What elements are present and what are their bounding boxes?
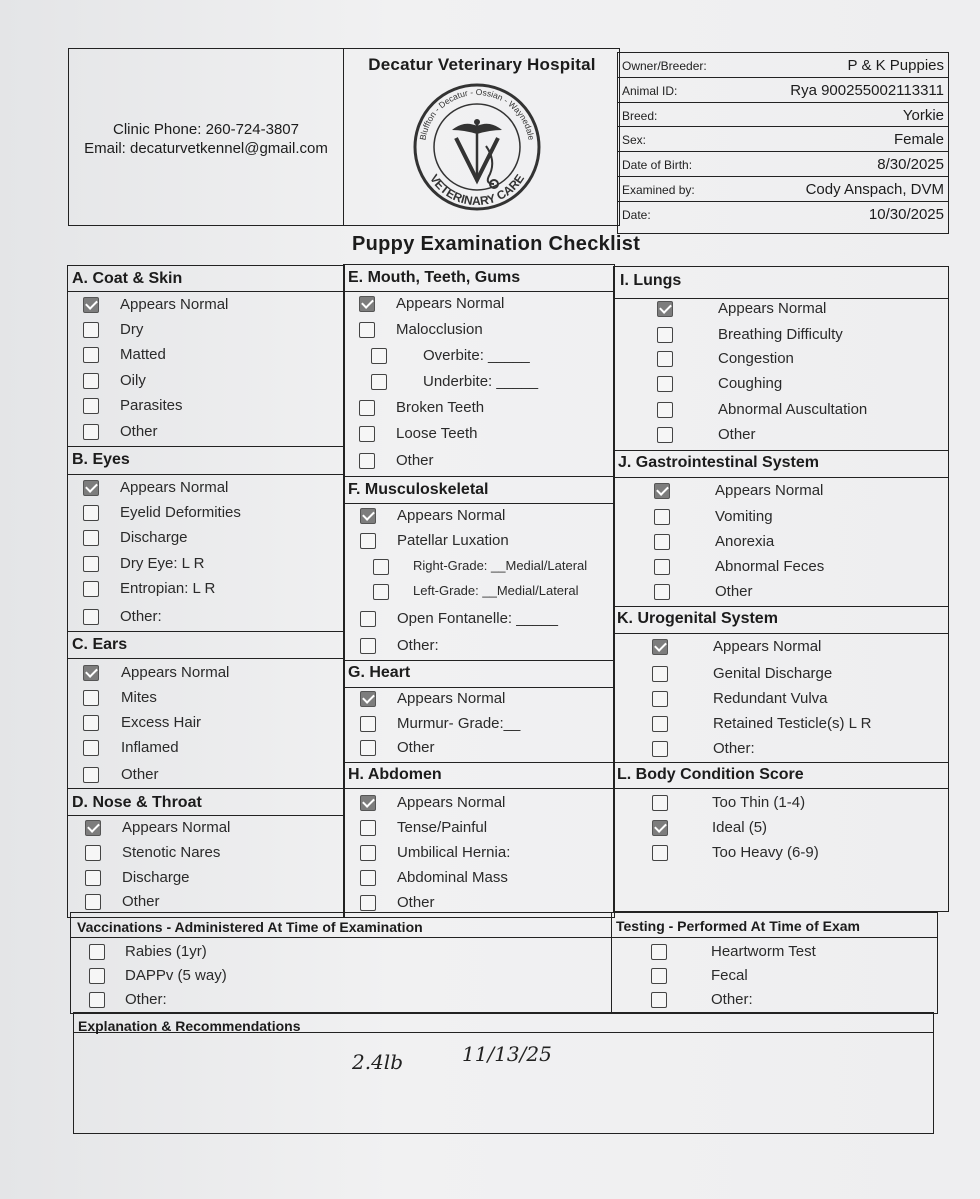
checklist-item-label: Overbite: _____ [423, 347, 530, 364]
checklist-item-label: Other [121, 766, 159, 783]
checkbox-l-0[interactable] [652, 795, 668, 811]
checkbox-f-1[interactable] [360, 533, 376, 549]
testing-checkbox-2[interactable] [651, 992, 667, 1008]
checkbox-j-4[interactable] [654, 584, 670, 600]
testing-item-label: Heartworm Test [711, 943, 816, 960]
checklist-item-label: Parasites [120, 397, 183, 414]
checklist-item-label: Eyelid Deformities [120, 504, 241, 521]
vaccinations-checkbox-0[interactable] [89, 944, 105, 960]
checklist-item-label: Other [396, 452, 434, 469]
checklist-item-label: Appears Normal [120, 296, 229, 313]
checklist-item-label: Breathing Difficulty [718, 326, 843, 343]
checklist-item-label: Open Fontanelle: _____ [397, 610, 558, 627]
vaccinations-title: Vaccinations - Administered At Time of Examination [77, 919, 423, 935]
vaccinations-checkbox-2[interactable] [89, 992, 105, 1008]
checklist-item-label: Vomiting [715, 508, 773, 525]
checklist-item-label: Abnormal Feces [715, 558, 825, 575]
clinic-email: Email: decaturvetkennel@gmail.com [84, 140, 328, 157]
checklist-item-label: Appears Normal [718, 300, 827, 317]
checkbox-b-5[interactable] [83, 609, 99, 625]
vaccinations-checkbox-1[interactable] [89, 968, 105, 984]
checklist-item-label: Appears Normal [120, 479, 229, 496]
checklist-item-label: Abdominal Mass [397, 869, 508, 886]
checkbox-h-2[interactable] [360, 845, 376, 861]
checklist-item-label: Other [397, 894, 435, 911]
checkbox-c-0[interactable] [83, 665, 99, 681]
checkbox-b-0[interactable] [83, 480, 99, 496]
checkbox-l-1[interactable] [652, 820, 668, 836]
info-value: Rya 900255002113311 [790, 81, 944, 99]
checkbox-e-6[interactable] [359, 453, 375, 469]
checkbox-c-2[interactable] [83, 715, 99, 731]
checkbox-b-3[interactable] [83, 556, 99, 572]
checkbox-k-3[interactable] [652, 716, 668, 732]
checklist-item-label: Appears Normal [397, 690, 506, 707]
info-value: Cody Anspach, DVM [805, 181, 944, 198]
checkbox-j-0[interactable] [654, 483, 670, 499]
checklist-item-label: Umbilical Hernia: [397, 844, 511, 861]
handwritten-date: 11/13/25 [462, 1042, 552, 1066]
info-label: Date of Birth: [622, 158, 693, 173]
checklist-item-label: Appears Normal [715, 482, 824, 499]
section-title-i: I. Lungs [620, 272, 682, 289]
checklist-item-label: Abnormal Auscultation [718, 401, 868, 418]
section-title-h: H. Abdomen [348, 766, 442, 783]
checklist-item-label: Dry Eye: L R [120, 555, 205, 572]
checkbox-e-1[interactable] [359, 322, 375, 338]
checklist-item-label: Appears Normal [121, 664, 230, 681]
checkbox-j-2[interactable] [654, 534, 670, 550]
checkbox-l-2[interactable] [652, 845, 668, 861]
checklist-item-label: Appears Normal [122, 819, 231, 836]
checkbox-a-4[interactable] [83, 398, 99, 414]
checklist-item-label: Tense/Painful [397, 819, 488, 836]
checklist-item-label: Discharge [122, 869, 190, 886]
checklist-item-label: Anorexia [715, 533, 775, 550]
checkbox-h-3[interactable] [360, 870, 376, 886]
checkbox-f-4[interactable] [360, 611, 376, 627]
info-label: Breed: [622, 108, 658, 123]
info-value: Female [893, 131, 944, 149]
checkbox-e-4[interactable] [359, 400, 375, 416]
checkbox-j-1[interactable] [654, 509, 670, 525]
checklist-item-label: Other [718, 426, 756, 443]
checkbox-a-2[interactable] [83, 347, 99, 363]
checkbox-i-5[interactable] [657, 427, 673, 443]
info-value: 8/30/2025 [877, 156, 944, 174]
section-title-j: J. Gastrointestinal System [618, 454, 819, 471]
checklist-item-label: Ideal (5) [712, 819, 768, 836]
testing-title: Testing - Performed At Time of Exam [616, 918, 861, 934]
checkbox-e-5[interactable] [359, 426, 375, 442]
checkbox-b-1[interactable] [83, 505, 99, 521]
info-value: P & K Puppies [847, 57, 944, 74]
checkbox-a-5[interactable] [83, 424, 99, 440]
checkbox-a-1[interactable] [83, 322, 99, 338]
checkbox-h-4[interactable] [360, 895, 376, 911]
checklist-item-label: Loose Teeth [396, 425, 478, 442]
checkbox-i-0[interactable] [657, 301, 673, 317]
checklist-item-label: Too Heavy (6-9) [712, 844, 819, 861]
page-title: Puppy Examination Checklist [352, 233, 641, 255]
vaccinations-item-label: DAPPv (5 way) [125, 967, 227, 984]
info-label: Sex: [622, 133, 647, 148]
checklist-item-label: Broken Teeth [396, 399, 485, 416]
checklist-item-label: Coughing [718, 375, 783, 392]
checkbox-f-5[interactable] [360, 638, 376, 654]
section-title-l: L. Body Condition Score [617, 766, 804, 783]
checklist-item-label: Excess Hair [121, 714, 202, 731]
checkbox-k-4[interactable] [652, 741, 668, 757]
section-title-f: F. Musculoskeletal [348, 481, 489, 498]
checkbox-c-1[interactable] [83, 690, 99, 706]
clinic-phone: Clinic Phone: 260-724-3807 [113, 121, 299, 138]
checkbox-c-4[interactable] [83, 767, 99, 783]
checklist-item-label: Entropian: L R [120, 580, 216, 597]
section-title-a: A. Coat & Skin [72, 270, 183, 287]
checkbox-b-4[interactable] [83, 581, 99, 597]
testing-checkbox-0[interactable] [651, 944, 667, 960]
hospital-name: Decatur Veterinary Hospital [368, 55, 596, 74]
checkbox-e-0[interactable] [359, 296, 375, 312]
checklist-item-label: Right-Grade: __Medial/Lateral [413, 558, 588, 573]
checklist-item-label: Other [397, 739, 435, 756]
checkbox-f-0[interactable] [360, 508, 376, 524]
checklist-item-label: Left-Grade: __Medial/Lateral [413, 583, 579, 598]
checklist-item-label: Appears Normal [397, 794, 506, 811]
logo-bottom-text: VETERINARY CARE [426, 171, 528, 209]
section-title-c: C. Ears [72, 636, 128, 653]
section-title-g: G. Heart [348, 664, 411, 681]
checkbox-a-0[interactable] [83, 297, 99, 313]
checkbox-i-3[interactable] [657, 376, 673, 392]
vaccinations-item-label: Other: [125, 991, 167, 1008]
section-title-k: K. Urogenital System [617, 610, 778, 627]
checkbox-e-3[interactable] [371, 374, 387, 390]
checkbox-j-3[interactable] [654, 559, 670, 575]
checklist-item-label: Stenotic Nares [122, 844, 221, 861]
testing-item-label: Fecal [711, 967, 748, 984]
checkbox-d-1[interactable] [85, 845, 101, 861]
checklist-item-label: Matted [120, 346, 166, 363]
checkbox-d-0[interactable] [85, 820, 101, 836]
section-title-b: B. Eyes [72, 451, 130, 468]
checklist-item-label: Other [122, 893, 160, 910]
info-label: Examined by: [622, 183, 695, 197]
explanation-title: Explanation & Recommendations [78, 1018, 301, 1034]
info-value: 10/30/2025 [868, 205, 944, 223]
section-title-d: D. Nose & Throat [72, 794, 202, 811]
checklist-item-label: Redundant Vulva [713, 690, 828, 707]
checkbox-d-2[interactable] [85, 870, 101, 886]
checklist-item-label: Inflamed [121, 739, 179, 756]
veterinary-care-logo [404, 80, 550, 214]
vaccinations-item-label: Rabies (1yr) [125, 943, 207, 960]
logo-ring-text: Bluffton - Decatur - Ossian - Waynedale [417, 86, 537, 141]
checklist-item-label: Dry [120, 321, 144, 338]
checkbox-h-1[interactable] [360, 820, 376, 836]
checkbox-g-1[interactable] [360, 716, 376, 732]
checkbox-k-2[interactable] [652, 691, 668, 707]
checklist-item-label: Discharge [120, 529, 188, 546]
checklist-item-label: Too Thin (1-4) [712, 794, 806, 811]
checkbox-b-2[interactable] [83, 530, 99, 546]
checklist-item-label: Other: [397, 637, 439, 654]
checkbox-i-2[interactable] [657, 351, 673, 367]
checkbox-k-1[interactable] [652, 666, 668, 682]
handwritten-weight: 2.4lb [352, 1050, 404, 1074]
checkbox-e-2[interactable] [371, 348, 387, 364]
checkbox-d-3[interactable] [85, 894, 101, 910]
info-label: Date: [622, 207, 651, 222]
checklist-item-label: Oily [120, 372, 146, 389]
checklist-item-label: Murmur- Grade:__ [397, 715, 521, 732]
testing-item-label: Other: [711, 991, 753, 1008]
info-label: Animal ID: [622, 83, 678, 98]
section-title-e: E. Mouth, Teeth, Gums [348, 269, 521, 286]
checklist-item-label: Patellar Luxation [397, 532, 509, 549]
checklist-item-label: Appears Normal [397, 507, 506, 524]
checkbox-i-1[interactable] [657, 327, 673, 343]
checklist-item-label: Other [120, 423, 158, 440]
checklist-item-label: Underbite: _____ [423, 373, 539, 390]
checklist-item-label: Retained Testicle(s) L R [713, 715, 872, 732]
checklist-item-label: Other [715, 583, 753, 600]
checkbox-c-3[interactable] [83, 740, 99, 756]
checkbox-g-2[interactable] [360, 740, 376, 756]
clinic-contact [70, 120, 342, 158]
testing-checkbox-1[interactable] [651, 968, 667, 984]
checklist-item-label: Appears Normal [396, 295, 505, 312]
checkbox-f-3[interactable] [373, 584, 389, 600]
checklist-item-label: Congestion [718, 350, 794, 367]
checklist-item-label: Other: [713, 740, 755, 757]
info-label: Owner/Breeder: [622, 59, 707, 73]
checkbox-f-2[interactable] [373, 559, 389, 575]
checklist-item-label: Other: [120, 608, 162, 625]
checklist-item-label: Mites [121, 689, 157, 706]
info-value: Yorkie [902, 106, 944, 124]
checkbox-g-0[interactable] [360, 691, 376, 707]
checklist-item-label: Genital Discharge [713, 665, 833, 682]
checklist-item-label: Appears Normal [713, 638, 822, 655]
checkbox-a-3[interactable] [83, 373, 99, 389]
checkbox-h-0[interactable] [360, 795, 376, 811]
checkbox-i-4[interactable] [657, 402, 673, 418]
checkbox-k-0[interactable] [652, 639, 668, 655]
checklist-item-label: Malocclusion [396, 321, 483, 338]
